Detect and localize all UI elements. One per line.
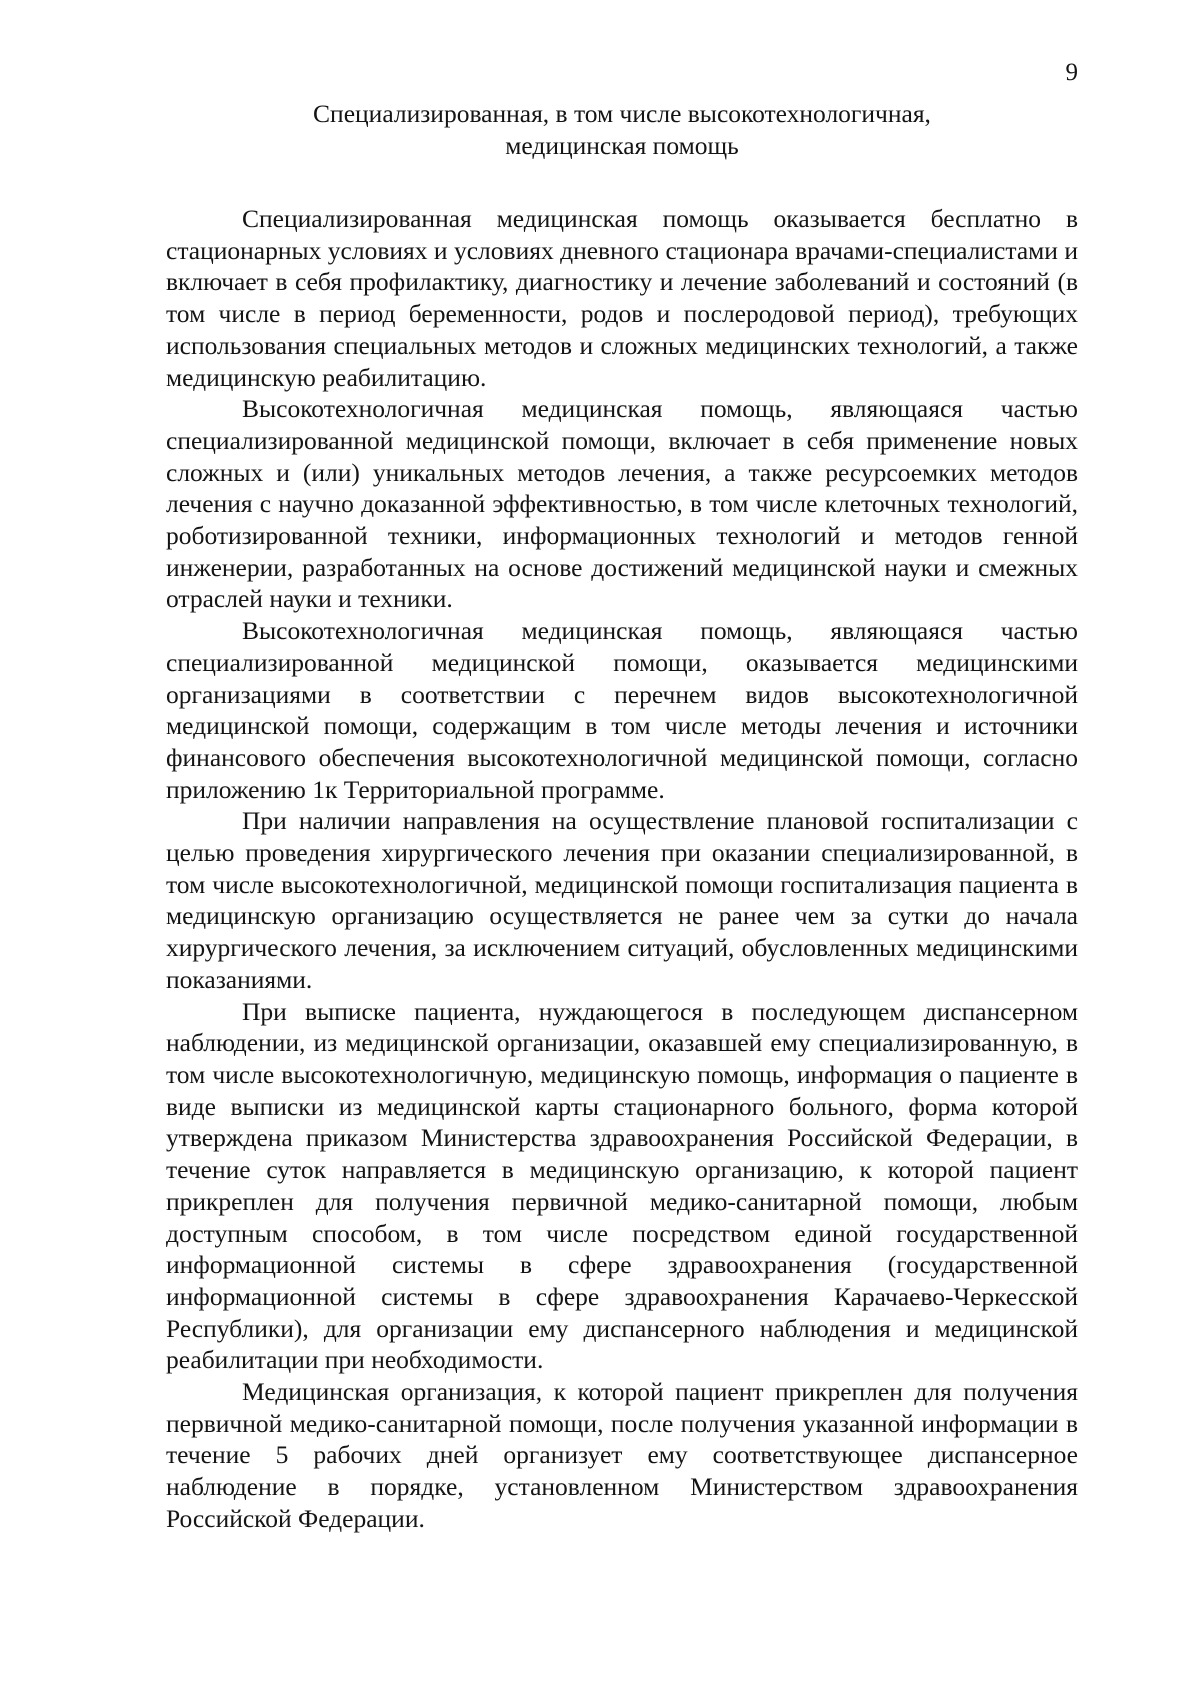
paragraph-1: Специализированная медицинская помощь оказывается бесплатно в стационарных условиях и условиях дневного стационара врачами-специалистами и включает в себя профилактику, диагностику и лечение заболеваний и состояний (в том числе в период беременности, родов и послеродовой период), требующих использования специальных методов и сложных медицинских технологий, а также медицинскую реабилитацию. (166, 204, 1078, 392)
paragraph-4: При наличии направления на осуществление плановой госпитализации с целью проведения хирургического лечения при оказании специализированной, в том числе высокотехнологичной, медицинской помощи госпитализация пациента в медицинскую организацию осуществляется не ранее чем за сутки до начала хирургического лечения, за исключением ситуаций, обусловленных медицинскими показаниями. (166, 806, 1078, 994)
section-title-line-2: медицинская помощь (505, 131, 739, 160)
paragraph-6: Медицинская организация, к которой пациент прикреплен для получения первичной медико-санитарной помощи, после получения указанной информации в течение 5 рабочих дней организует ему соответствующее диспансерное наблюдение в порядке, установленном Министерством здравоохранения Российской Федерации. (166, 1377, 1078, 1533)
paragraph-3: Высокотехнологичная медицинская помощь, являющаяся частью специализированной медицинской помощи, оказывается медицинскими организациями в соответствии с перечнем видов высокотехнологичной медицинской помощи, содержащим в том числе методы лечения и источники финансового обеспечения высокотехнологичной медицинской помощи, согласно приложению 1к Территориальной программе. (166, 616, 1078, 804)
paragraph-2: Высокотехнологичная медицинская помощь, являющаяся частью специализированной медицинской помощи, включает в себя применение новых сложных и (или) уникальных методов лечения, а также ресурсоемких методов лечения с научно доказанной эффективностью, в том числе клеточных технологий, роботизированной техники, информационных технологий и методов генной инженерии, разработанных на основе достижений медицинской науки и смежных отраслей науки и техники. (166, 394, 1078, 614)
page-number: 9 (1065, 59, 1078, 86)
document-body (166, 203, 1078, 1535)
section-title (166, 98, 1078, 162)
paragraph-5: При выписке пациента, нуждающегося в последующем диспансерном наблюдении, из медицинской организации, оказавшей ему специализированную, в том числе высокотехнологичную, медицинскую помощь, информация о пациенте в виде выписки из медицинской карты стационарного больного, форма которой утверждена приказом Министерства здравоохранения Российской Федерации, в течение суток направляется в медицинскую организацию, к которой пациент прикреплен для получения первичной медико-санитарной помощи, любым доступным способом, в том числе посредством единой государственной информационной системы в сфере здравоохранения (государственной информационной системы в сфере здравоохранения Карачаево-Черкесской Республики), для организации ему диспансерного наблюдения и медицинской реабилитации при необходимости. (166, 996, 1078, 1375)
section-title-line-1: Специализированная, в том числе высокотехнологичная, (313, 99, 931, 128)
